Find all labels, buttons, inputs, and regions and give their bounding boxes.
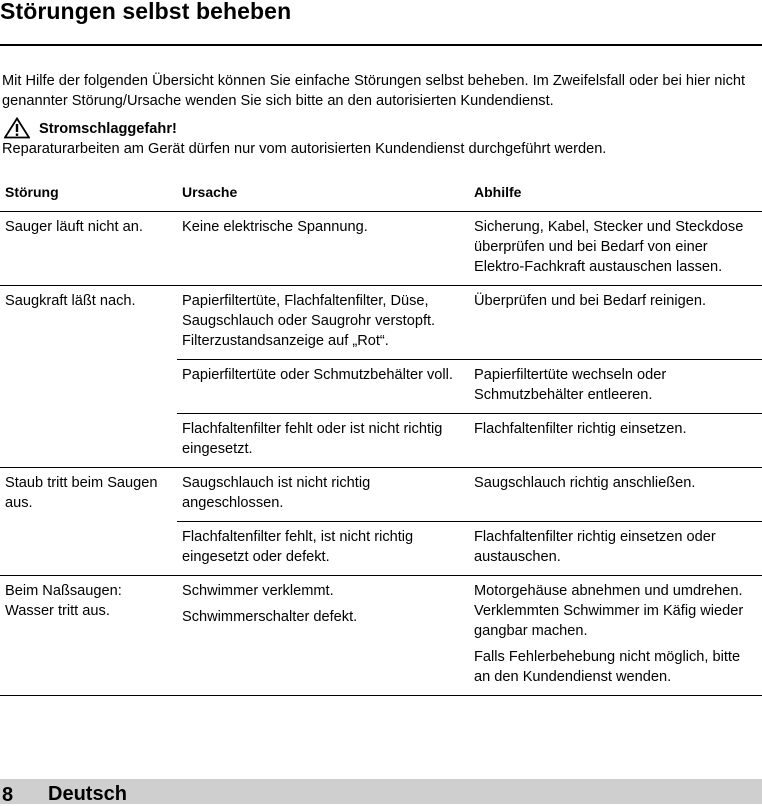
cause-text: Flachfaltenfilter fehlt, ist nicht richtig eingesetzt oder defekt. xyxy=(182,529,414,565)
footer-language: Deutsch xyxy=(48,783,127,805)
cause-cell xyxy=(177,522,469,576)
problem-cell: Saugkraft läßt nach. xyxy=(0,286,177,468)
remedy-cell xyxy=(469,286,762,360)
table-row xyxy=(0,286,762,360)
remedy-cell xyxy=(469,468,762,522)
table-header-row xyxy=(0,172,762,212)
warning-heading xyxy=(2,115,760,139)
page-title: Störungen selbst beheben xyxy=(0,0,292,24)
remedy-cell xyxy=(469,522,762,576)
remedy-cell xyxy=(469,576,762,696)
remedy-cell xyxy=(469,360,762,414)
cause-text: Papierfiltertüte oder Schmutzbehälter voll. xyxy=(182,367,453,383)
page-number: 8 xyxy=(2,784,14,806)
cause-cell xyxy=(177,286,469,360)
remedy-text: Papierfiltertüte wechseln oder Schmutzbehälter entleeren. xyxy=(474,367,667,403)
cause-cell xyxy=(177,360,469,414)
troubleshooting-table xyxy=(0,172,762,696)
cause-text: Schwimmerschalter defekt. xyxy=(182,609,358,625)
warning-block xyxy=(2,115,760,159)
warning-text: Reparaturarbeiten am Gerät dürfen nur vom autorisierten Kundendienst durchgeführt werden. xyxy=(2,141,607,157)
intro-paragraph: Mit Hilfe der folgenden Übersicht können Sie einfache Störungen selbst beheben. Im Zweifelsfall oder bei hier nicht genannter Störung/Ursache wenden Sie sich bitte an den autorisierten Kundendienst. xyxy=(2,73,746,109)
cause-text: Schwimmer verklemmt. xyxy=(182,583,334,599)
table-row xyxy=(0,576,762,696)
problem-cell: Beim Naßsaugen: Wasser tritt aus. xyxy=(0,576,177,696)
cause-cell xyxy=(177,212,469,286)
header-cause: Ursache xyxy=(177,172,469,212)
remedy-text: Flachfaltenfilter richtig einsetzen oder austauschen. xyxy=(474,529,716,565)
problem-cell: Sauger läuft nicht an. xyxy=(0,212,177,286)
cause-cell xyxy=(177,576,469,696)
remedy-text: Saugschlauch richtig anschließen. xyxy=(474,475,696,491)
remedy-text: Falls Fehlerbehebung nicht möglich, bitte an den Kundendienst wenden. xyxy=(474,649,741,685)
problem-cell: Staub tritt beim Saugen aus. xyxy=(0,468,177,576)
remedy-text: Flachfaltenfilter richtig einsetzen. xyxy=(474,421,687,437)
cause-text: Saugschlauch ist nicht richtig angeschlossen. xyxy=(182,475,371,511)
warning-triangle-icon xyxy=(4,117,30,139)
table-row xyxy=(0,468,762,522)
cause-cell xyxy=(177,468,469,522)
cause-text: Flachfaltenfilter fehlt oder ist nicht richtig eingesetzt. xyxy=(182,421,443,457)
table-row xyxy=(0,212,762,286)
remedy-text: Motorgehäuse abnehmen und umdrehen. Verklemmten Schwimmer im Käfig wieder gangbar machen. xyxy=(474,583,744,639)
remedy-text: Überprüfen und bei Bedarf reinigen. xyxy=(474,293,707,309)
header-problem: Störung xyxy=(0,172,177,212)
remedy-cell xyxy=(469,414,762,468)
cause-text: Papierfiltertüte, Flachfaltenfilter, Düse, Saugschlauch oder Saugrohr verstopft. Filterzustandsanzeige auf „Rot“. xyxy=(182,293,436,349)
remedy-text: Sicherung, Kabel, Stecker und Steckdose überprüfen und bei Bedarf von einer Elektro-Fachkraft austauschen lassen. xyxy=(474,219,744,275)
warning-title: Stromschlaggefahr! xyxy=(39,121,177,137)
cause-cell xyxy=(177,414,469,468)
cause-text: Keine elektrische Spannung. xyxy=(182,219,368,235)
title-divider xyxy=(0,44,762,46)
remedy-cell xyxy=(469,212,762,286)
header-remedy: Abhilfe xyxy=(469,172,762,212)
